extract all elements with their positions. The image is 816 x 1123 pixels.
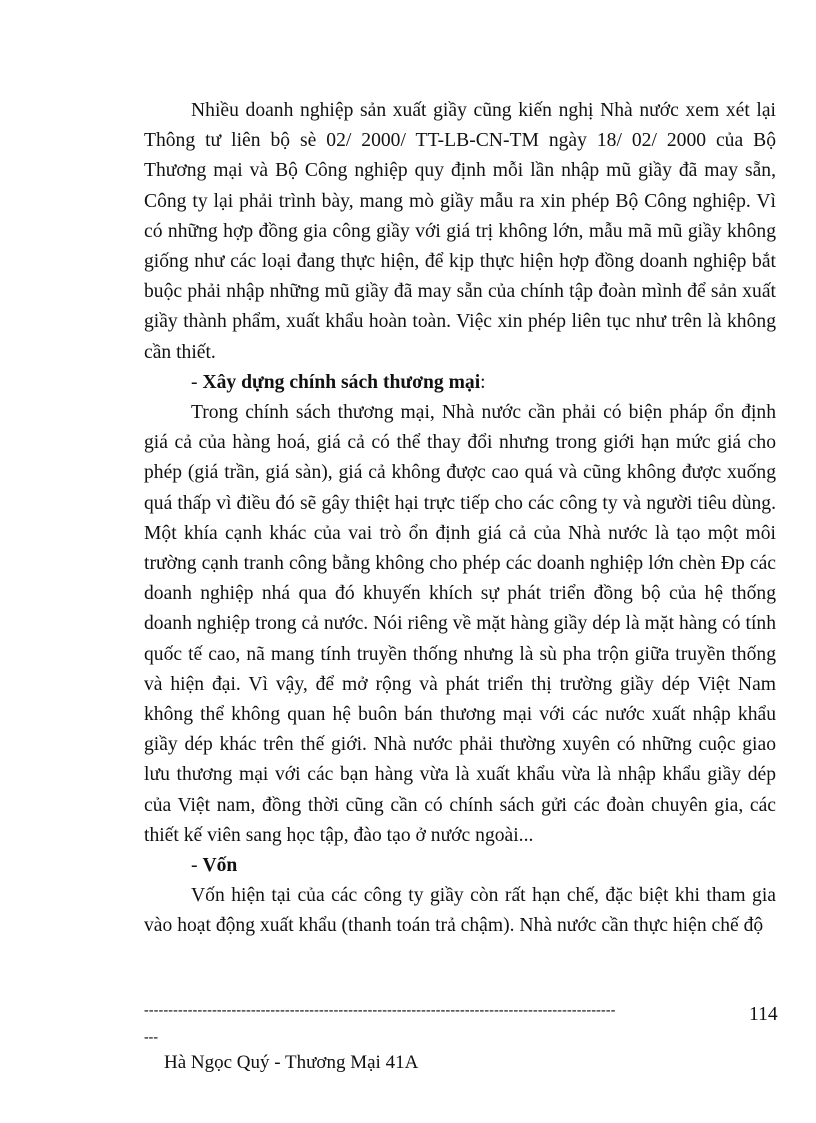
heading-trade-policy [144,368,776,398]
page-number: 114 [749,1004,778,1025]
heading-prefix: - [191,855,203,877]
page-body [144,96,776,942]
heading-text: Vốn [202,855,238,877]
footer-divider: ------------------------------------------------------------------------------------------------- [144,1003,616,1018]
footer-author: Hà Ngọc Quý - Thương Mại 41A [164,1052,419,1073]
heading-text: Xây dựng chính sách thương mại [202,371,481,393]
paragraph-capital: Vốn hiện tại của các công ty giầy còn rất hạn chế, đặc biệt khi tham gia vào hoạt động xuất khẩu (thanh toán trả chậm). Nhà nước cần thực hiện chế độ [144,885,776,937]
heading-capital [144,851,776,881]
heading-prefix: - [191,371,203,393]
paragraph-trade-policy: Trong chính sách thương mại, Nhà nước cần phải có biện pháp ổn định giá cả của hàng hoá, giá cả có thể thay đổi nhưng trong giới hạn mức giá cho phép (giá trần, giá sàn), giá cả không được cao quá và cũng không được xuống quá thấp vì điều đó sẽ gây thiệt hại trực tiếp cho các công ty và người tiêu dùng. Một khía cạnh khác của vai trò ổn định giá cả của Nhà nước là tạo một môi trường cạnh tranh công bằng không cho phép các doanh nghiệp lớn chèn Đp các doanh nghiệp nhá qua đó khuyến khích sự phát triển đồng bộ của hệ thống doanh nghiệp trong cả nước. Nói riêng về mặt hàng giầy dép là mặt hàng có tính quốc tế cao, nã mang tính truyền thống nhưng là sù pha trộn giữa truyền thống và hiện đại. Vì vậy, để mở rộng và phát triển thị trường giầy dép Việt Nam không thể không quan hệ buôn bán thương mại với các nước xuất nhập khẩu giầy dép khác trên thế giới. Nhà nước phải thường xuyên có những cuộc giao lưu thương mại với các bạn hàng vừa là xuất khẩu vừa là nhập khẩu giầy dép của Việt nam, đồng thời cũng cần có chính sách gửi các đoàn chuyên gia, các thiết kế viên sang học tập, đào tạo ở nước ngoài... [144,402,776,846]
paragraph-import-regulation: Nhiều doanh nghiệp sản xuất giầy cũng kiến nghị Nhà nước xem xét lại Thông tư liên bộ sè 02/ 2000/ TT-LB-CN-TM ngày 18/ 02/ 2000 của Bộ Thương mại và Bộ Công nghiệp quy định mỗi lần nhập mũ giầy đã may sẵn, Công ty lại phải trình bày, mang mò giầy mẫu ra xin phép Bộ Công nghiệp. Vì có những hợp đồng gia công giầy với giá trị không lớn, mẫu mã mũ giầy không giống như các loại đang thực hiện, để kịp thực hiện hợp đồng doanh nghiệp bắt buộc phải nhập những mũ giầy đã may sẵn của chính tập đoàn mình để sản xuất giầy thành phẩm, xuất khẩu hoàn toàn. Việc xin phép liên tục như trên là không cần thiết. [144,100,776,363]
heading-suffix: : [480,371,486,393]
footer-divider-tail: --- [144,1030,158,1045]
